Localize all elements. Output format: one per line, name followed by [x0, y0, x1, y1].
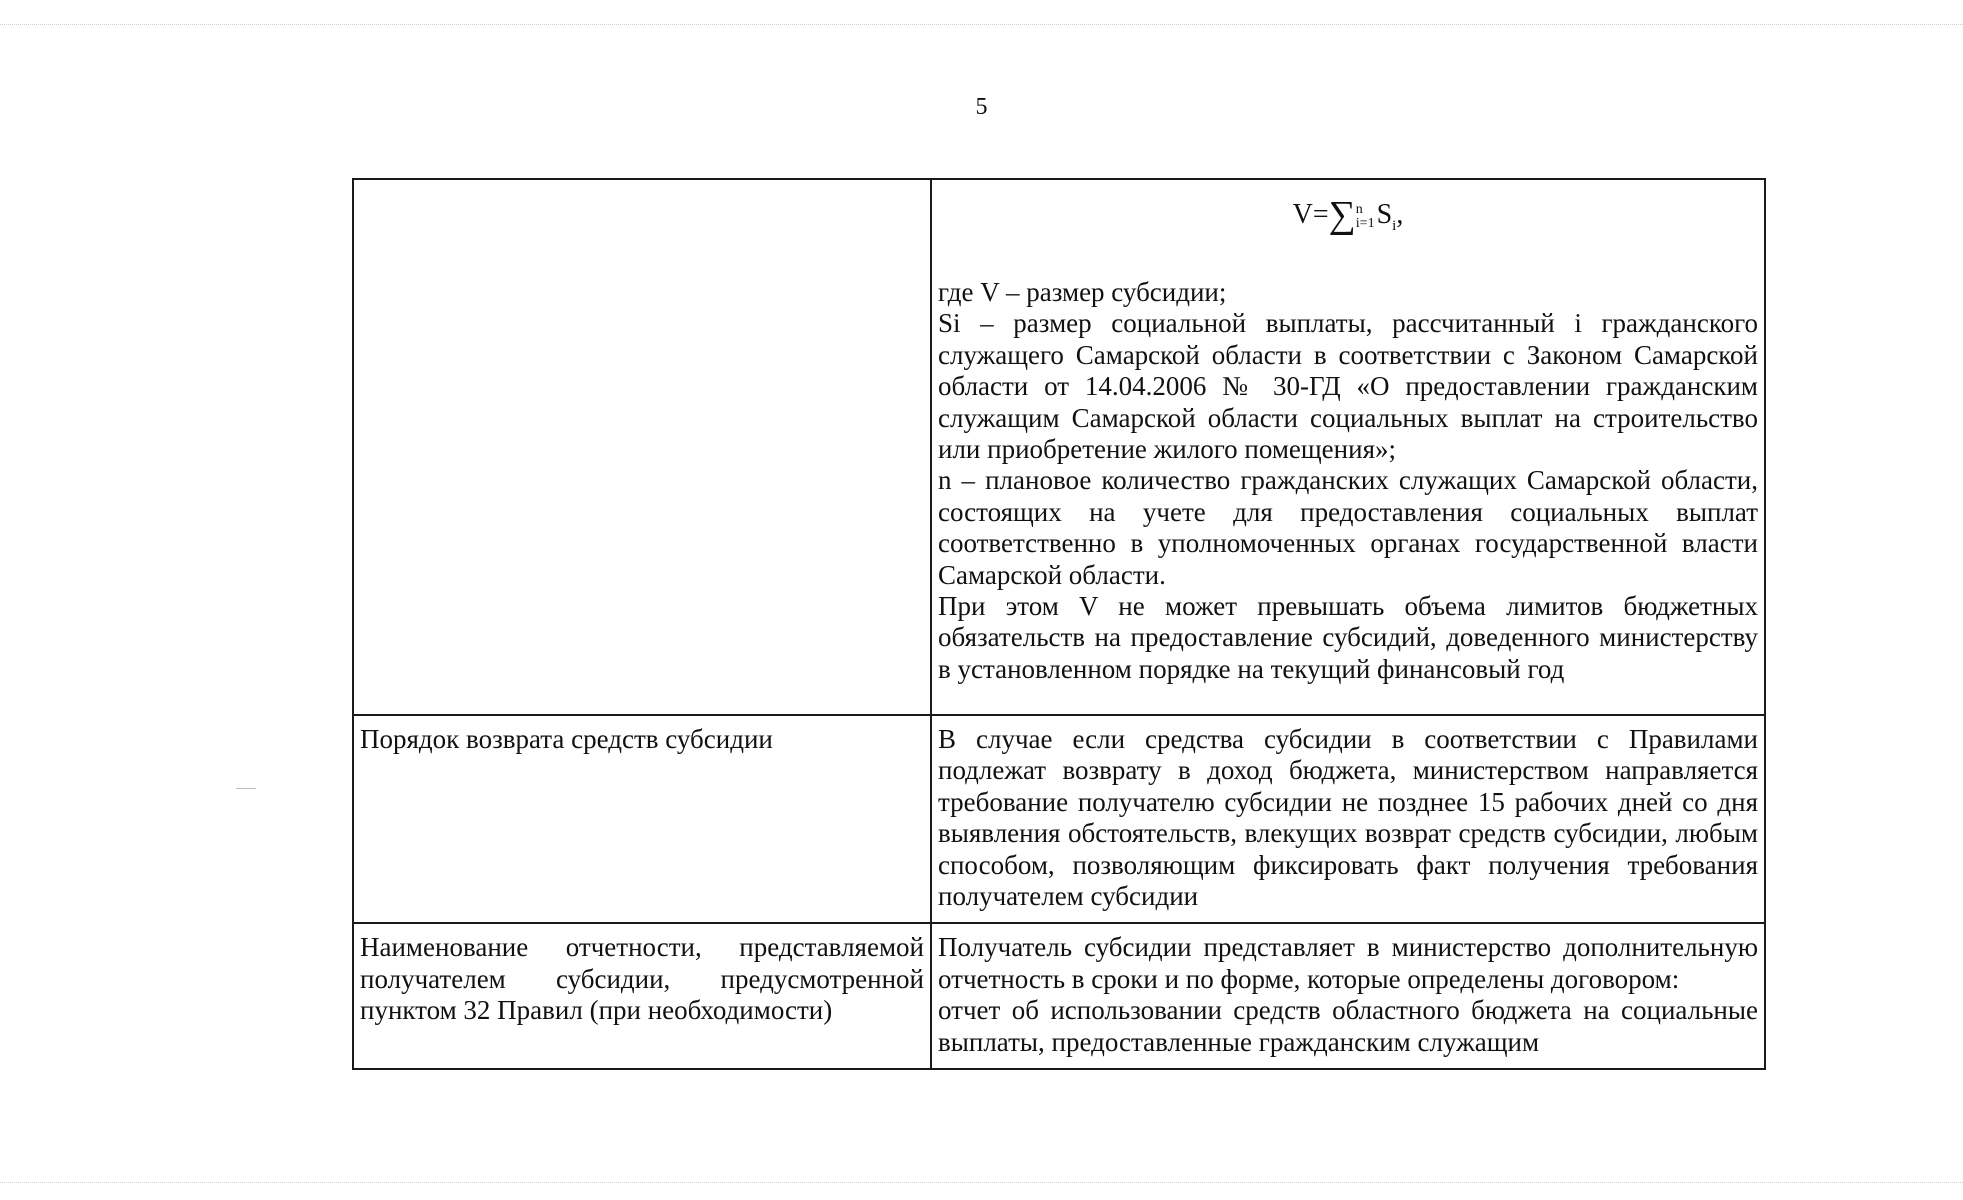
sigma-symbol: ∑	[1328, 194, 1356, 236]
sum-upper-limit: n	[1355, 201, 1363, 217]
formula-term: S	[1376, 199, 1393, 230]
sum-lower-limit: i=1	[1355, 215, 1375, 231]
row2-right-cell	[931, 715, 1765, 923]
document-table	[352, 178, 1766, 1070]
formula-lhs: V=	[1292, 199, 1329, 230]
return-procedure-text: В случае если средства субсидии в соответствии с Правилами подлежат возврату в доход бюджета, министерством направляется требование получателю субсидии не позднее 15 рабочих дней со дня выявления обстоятельств, влекущих возврат средств субсидии, любым способом, позволяющим фиксировать факт получения требования получателем субсидии	[938, 724, 1758, 912]
reporting-name-label: Наименование отчетности, представляемой получателем субсидии, предусмотренной пунктом 32 Правил (при необходимости)	[360, 932, 924, 1026]
paragraph-limit-note: При этом V не может превышать объема лимитов бюджетных обязательств на предоставление субсидий, доведенного министерству в установленном порядке на текущий финансовый год	[938, 591, 1758, 684]
row1-right-cell	[931, 179, 1765, 715]
row2-left-cell	[353, 715, 931, 923]
row3-right-cell	[931, 923, 1765, 1069]
sum-limits	[1356, 203, 1375, 231]
formula-trailing: ,	[1396, 199, 1404, 230]
scan-artifact-bottom	[0, 1182, 1963, 1183]
row1-left-cell	[353, 179, 931, 715]
paragraph-definition-si: Si – размер социальной выплаты, рассчитанный i гражданского служащего Самарской области в соответствии с Законом Самарской области от 14.04.2006 № 30-ГД «О предоставлении гражданским служащим Самарской области социальных выплат на строительство или приобретение жилого помещения»;	[938, 308, 1758, 465]
scan-artifact-top	[0, 24, 1963, 25]
subsidy-formula	[938, 188, 1758, 277]
return-procedure-label: Порядок возврата средств субсидии	[360, 724, 773, 754]
reporting-text-2: отчет об использовании средств областного бюджета на социальные выплаты, предоставленные гражданским служащим	[938, 995, 1758, 1057]
margin-mark	[236, 788, 256, 789]
table-row	[353, 179, 1765, 715]
paragraph-definition-v: где V – размер субсидии;	[938, 277, 1227, 307]
table-row	[353, 715, 1765, 923]
row3-left-cell	[353, 923, 931, 1069]
paragraph-definition-n: n – плановое количество гражданских служащих Самарской области, состоящих на учете для предоставления социальных выплат соответственно в уполномоченных органах государственной власти Самарской области.	[938, 465, 1758, 590]
page-number: 5	[975, 94, 988, 120]
formula-term-subscript: i	[1392, 218, 1397, 234]
reporting-text-1: Получатель субсидии представляет в министерство дополнительную отчетность в сроки и по форме, которые определены договором:	[938, 932, 1758, 994]
table-row	[353, 923, 1765, 1069]
